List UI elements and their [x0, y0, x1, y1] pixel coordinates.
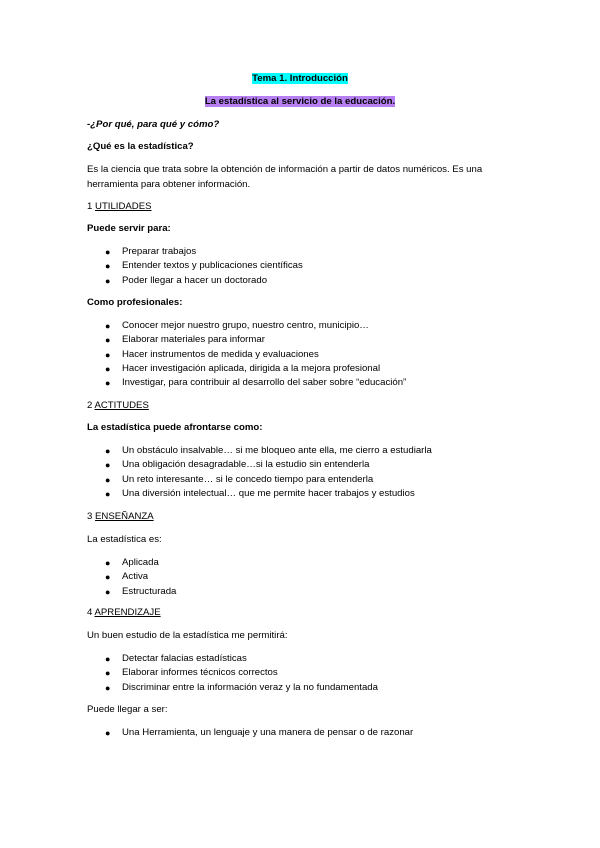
bullet-icon: ● [105, 488, 111, 499]
bullet-icon: ● [105, 474, 111, 485]
attitude-intro: La estadística puede afrontarse como: [87, 422, 263, 433]
list-item: ● Aplicada [87, 556, 540, 570]
learning-intro: Un buen estudio de la estadística me permitirá: [87, 630, 288, 641]
document-subtitle: La estadística al servicio de la educación. [204, 96, 396, 107]
list-item: ● Estructurada [87, 585, 540, 599]
bullet-icon: ● [105, 261, 111, 272]
list-item: ● Conocer mejor nuestro grupo, nuestro centro, municipio… [87, 319, 540, 333]
bullet-icon: ● [105, 363, 111, 374]
professionals-list [87, 319, 540, 390]
bullet-icon: ● [105, 586, 111, 597]
section-title: ENSEÑANZA [95, 511, 154, 522]
definition-paragraph: Es la ciencia que trata sobre la obtención de información a partir de datos numéricos. Es una herramienta para obtener información. [87, 164, 483, 190]
list-item: ● Discriminar entre la información veraz y la no fundamentada [87, 681, 540, 695]
section-heading-aprendizaje [87, 606, 520, 621]
section-heading-ensenanza [87, 510, 520, 525]
section-title: APRENDIZAJE [94, 607, 161, 618]
list-item: ● Elaborar informes técnicos correctos [87, 666, 540, 680]
section-number: 3 [87, 511, 96, 522]
bullet-icon: ● [105, 728, 111, 738]
subtitle-line [0, 95, 600, 110]
list-item: ● Una diversión intelectual… que me permite hacer trabajos y estudios [87, 487, 540, 501]
section-number: 1 [87, 201, 96, 212]
list-item: ● Una Herramienta, un lenguaje y una manera de pensar o de razonar [87, 726, 540, 740]
section-number: 2 [87, 400, 95, 411]
serve-for-label: Puede servir para: [87, 223, 171, 234]
section-title: ACTITUDES [94, 400, 149, 411]
bullet-icon: ● [105, 654, 111, 664]
list-item: ● Hacer instrumentos de medida y evaluaciones [87, 348, 540, 362]
section-heading-actitudes [87, 399, 520, 414]
attitude-list [87, 444, 540, 501]
become-intro: Puede llegar a ser: [87, 704, 168, 715]
serve-list [87, 245, 540, 288]
list-item: ● Poder llegar a hacer un doctorado [87, 274, 540, 288]
teaching-intro: La estadística es: [87, 534, 162, 545]
list-item: ● Activa [87, 570, 540, 584]
list-item: ● Detectar falacias estadísticas [87, 652, 540, 666]
section-title: UTILIDADES [95, 201, 152, 212]
list-item: ● Elaborar materiales para informar [87, 333, 540, 347]
list-item: ● Hacer investigación aplicada, dirigida a la mejora profesional [87, 362, 540, 376]
list-item: ● Una obligación desagradable…si la estudio sin entenderla [87, 458, 540, 472]
bullet-icon: ● [105, 446, 111, 456]
bullet-icon: ● [105, 335, 111, 346]
bullet-icon: ● [105, 321, 111, 331]
title-line [0, 72, 600, 87]
list-item: ● Preparar trabajos [87, 245, 540, 259]
intro-question: -¿Por qué, para qué y cómo? [87, 119, 220, 130]
bullet-icon: ● [105, 378, 111, 389]
list-item: ● Entender textos y publicaciones científicas [87, 259, 540, 273]
list-item: ● Un reto interesante… si le concedo tiempo para entenderla [87, 473, 540, 487]
bullet-icon: ● [105, 558, 111, 568]
bullet-icon: ● [105, 460, 111, 471]
section-heading-utilidades [87, 200, 520, 215]
list-item: ● Un obstáculo insalvable… si me bloqueo ante ella, me cierro a estudiarla [87, 444, 540, 458]
become-list [87, 726, 540, 740]
bullet-icon: ● [105, 275, 111, 286]
teaching-list [87, 556, 540, 599]
list-item: ● Investigar, para contribuir al desarrollo del saber sobre “educación” [87, 376, 540, 390]
bullet-icon: ● [105, 247, 111, 257]
bullet-icon: ● [105, 668, 111, 679]
bullet-icon: ● [105, 572, 111, 583]
bullet-icon: ● [105, 349, 111, 360]
document-title: Tema 1. Introducción [252, 73, 348, 84]
what-is-heading: ¿Qué es la estadística? [87, 141, 194, 152]
section-number: 4 [87, 607, 95, 618]
bullet-icon: ● [105, 682, 111, 693]
learning-list [87, 652, 540, 695]
professionals-label: Como profesionales: [87, 297, 183, 308]
